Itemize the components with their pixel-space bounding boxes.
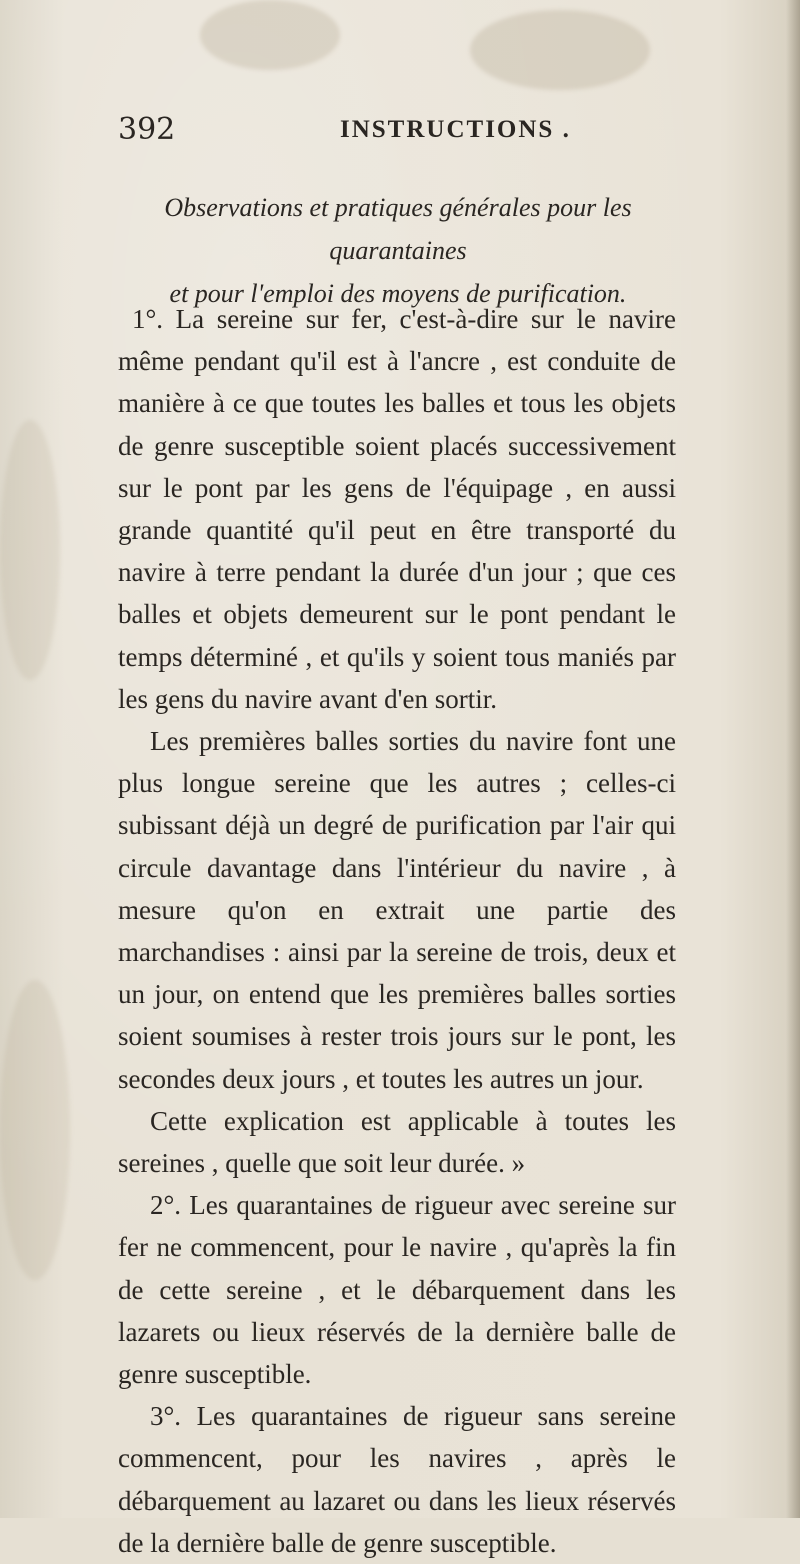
page-stain [0, 420, 60, 680]
page-stain [470, 10, 650, 90]
page-stain [0, 980, 70, 1280]
paragraph: Cette explication est applicable à toutes les sereines , quelle que soit leur durée. » [118, 1105, 676, 1179]
page-edge [786, 0, 800, 1518]
section-title-line-2: et pour l'emploi des moyens de purification. [169, 279, 627, 308]
section-title-line-1: Observations et pratiques générales pour les quarantaines [164, 193, 632, 265]
paragraph: 3°. Les quarantaines de rigueur sans sereine commencent, pour les navires , après le débarquement au lazaret ou dans les lieux réservés de la dernière balle de genre susceptible. [118, 1401, 676, 1558]
paragraph: 2°. Les quarantaines de rigueur avec sereine sur fer ne commencent, pour le navire , qu'après la fin de cette sereine , et le débarquement dans les lazarets ou lieux réservés de la dernière balle de genre susceptible. [118, 1190, 676, 1390]
paragraph: Les premières balles sorties du navire font une plus longue sereine que les autres ; celles-ci subissant déjà un degré de purification par l'air qui circule davantage dans l'intérieur du navire , à mesure qu'on en extrait une partie des marchandises : ainsi par la sereine de trois, deux et un jour, on entend que les premières balles sorties soient soumises à rester trois jours sur le pont, les secondes deux jours , et toutes les autres un jour. [118, 726, 676, 1094]
running-head [118, 112, 718, 152]
section-title [118, 186, 678, 315]
page-stain [200, 0, 340, 70]
body-text [118, 298, 676, 1564]
page-number: 392 [118, 112, 176, 147]
running-title: INSTRUCTIONS . [340, 116, 571, 143]
paragraph: 1°. La sereine sur fer, c'est-à-dire sur le navire même pendant qu'il est à l'ancre , est conduite de manière à ce que toutes les balles et tous les objets de genre susceptible soient placés successivement sur le pont par les gens de l'équipage , en aussi grande quantité qu'il peut en être transporté du navire à terre pendant la durée d'un jour ; que ces balles et objets demeurent sur le pont pendant le temps déterminé , et qu'ils y soient tous maniés par les gens du navire avant d'en sortir. [118, 304, 676, 714]
